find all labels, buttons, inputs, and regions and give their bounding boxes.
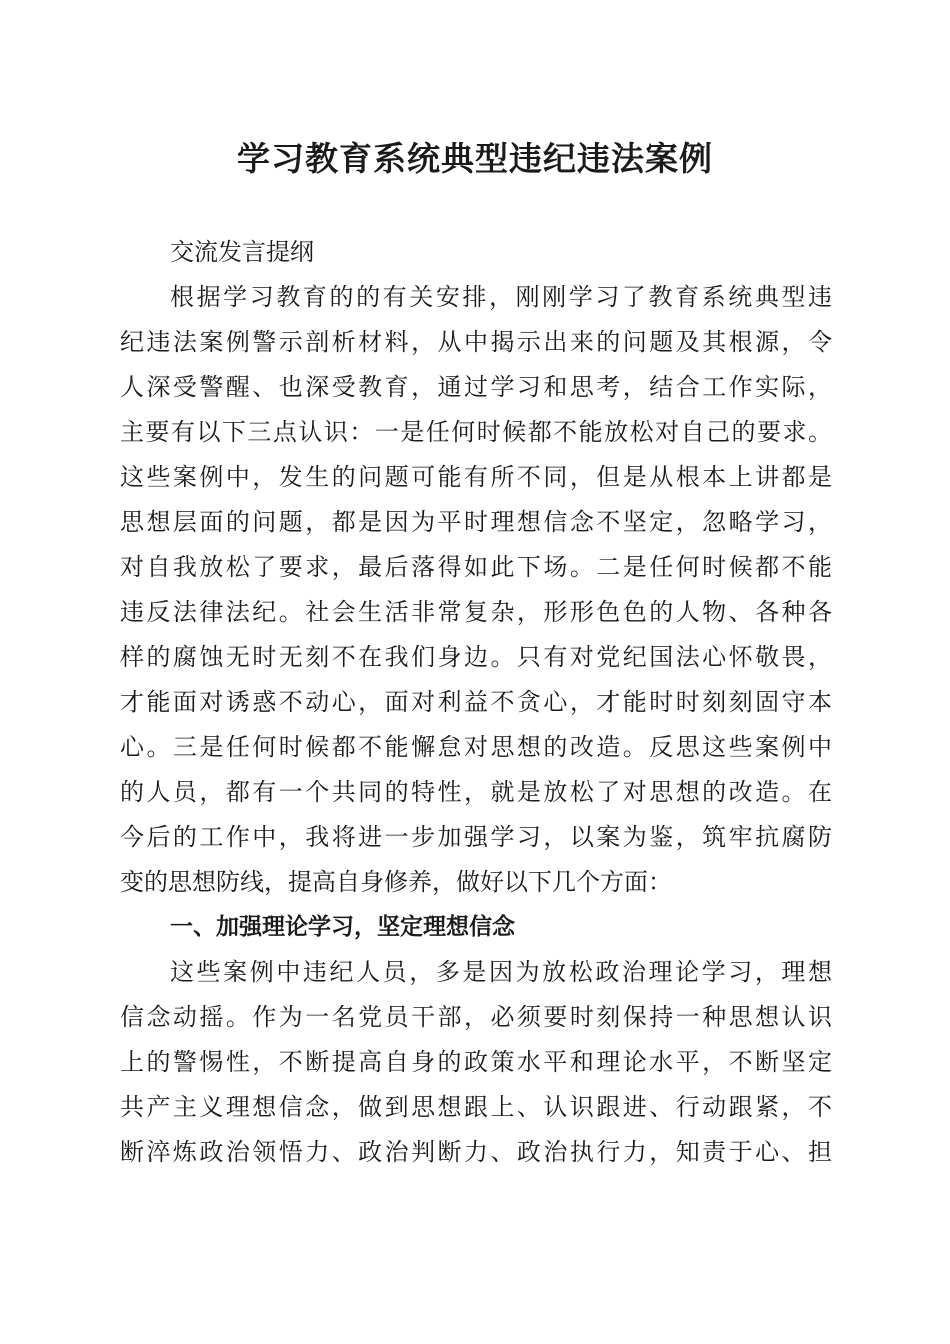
paragraph-1-line: 思想层面的问题，都是因为平时理想信念不坚定，忽略学习， [120,508,832,536]
paragraph-2-line: 共产主义理想信念，做到思想跟上、认识跟进、行动跟紧，不 [120,1093,832,1121]
paragraph-1-line: 根据学习教育的的有关安排，刚刚学习了教育系统典型违 [170,283,832,311]
document-body [120,230,832,1175]
document-title: 学习教育系统典型违纪违法案例 [237,139,713,178]
section-1-heading: 一、加强理论学习，坚定理想信念 [170,914,515,940]
paragraph-1-line: 人深受警醒、也深受教育，通过学习和思考，结合工作实际， [120,373,832,401]
paragraph-1-line: 今后的工作中，我将进一步加强学习，以案为鉴，筑牢抗腐防 [120,823,832,851]
paragraph-2-line: 上的警惕性，不断提高自身的政策水平和理论水平，不断坚定 [120,1048,832,1076]
paragraph-2-line: 断淬炼政治领悟力、政治判断力、政治执行力，知责于心、担 [120,1138,832,1166]
paragraph-1-line: 的人员，都有一个共同的特性，就是放松了对思想的改造。在 [120,778,832,806]
paragraph-1-line: 对自我放松了要求，最后落得如此下场。二是任何时候都不能 [120,553,832,581]
paragraph-1-line: 纪违法案例警示剖析材料，从中揭示出来的问题及其根源，令 [120,328,832,356]
paragraph-1-line: 样的腐蚀无时无刻不在我们身边。只有对党纪国法心怀敬畏， [120,643,832,671]
paragraph-2-line: 信念动摇。作为一名党员干部，必须要时刻保持一种思想认识 [120,1003,832,1031]
document-subtitle: 交流发言提纲 [170,238,314,266]
paragraph-1-line: 才能面对诱惑不动心，面对利益不贪心，才能时时刻刻固守本 [120,688,832,716]
paragraph-1-line: 这些案例中，发生的问题可能有所不同，但是从根本上讲都是 [120,463,832,491]
paragraph-1-line: 心。三是任何时候都不能懈怠对思想的改造。反思这些案例中 [120,733,832,761]
paragraph-1-line: 违反法律法纪。社会生活非常复杂，形形色色的人物、各种各 [120,598,832,626]
paragraph-2-line: 这些案例中违纪人员，多是因为放松政治理论学习，理想 [170,958,832,986]
paragraph-1-line: 主要有以下三点认识：一是任何时候都不能放松对自己的要求。 [120,418,832,446]
paragraph-1-line: 变的思想防线，提高自身修养，做好以下几个方面： [120,868,672,896]
